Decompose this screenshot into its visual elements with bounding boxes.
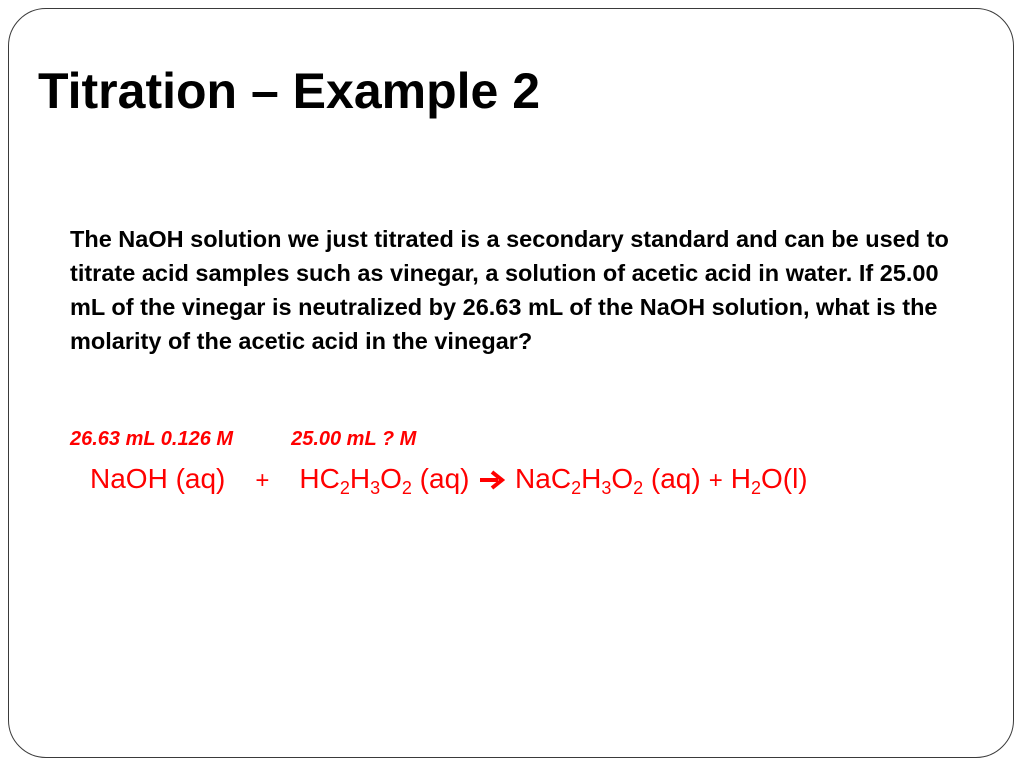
slide-title: Titration – Example 2 [38,63,541,119]
plus-sign: + [255,467,270,494]
given-acid: 25.00 mL ? M [291,428,417,450]
product-water: $H_2O(l)$ [730,463,808,498]
chemical-equation [90,462,808,496]
product-sodium-acetate: $NaC_2H_3O_2$ (aq) [515,463,701,498]
problem-text: The NaOH solution we just titrated is a secondary standard and can be used to titrate acid samples such as vinegar, a solution of acetic acid in water. If 25.00 mL of the vinegar is neutralized by 26.63 mL of the NaOH solution, what is the molarity of the acetic acid in the vinegar? [70,226,949,354]
plus-sign-2: + [708,467,723,494]
given-values [70,428,416,451]
slide-frame [8,8,1014,758]
reactant-acetic-acid: $HC_2H_3O_2$ (aq) [299,463,470,498]
given-naoh: 26.63 mL 0.126 M [70,428,234,450]
arrow-right-icon [479,469,505,491]
reactant-naoh: NaOH (aq) [90,463,226,494]
